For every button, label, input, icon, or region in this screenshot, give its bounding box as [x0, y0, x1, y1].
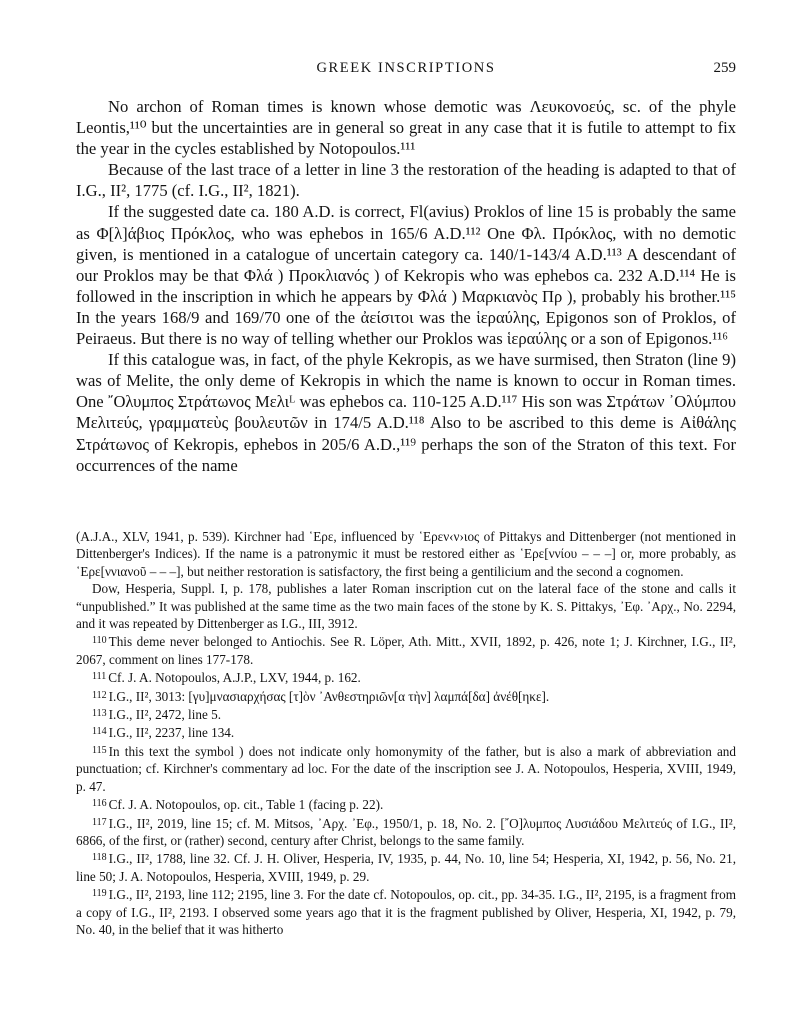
- footnote-text: I.G., II², 2193, line 112; 2195, line 3. For the date cf. Notopoulos, op. cit., pp. 34-35. I.G., II², 2195, is a fragment from a copy of I.G., II², 2193. I observed some years ago that it is the fragment published by Oliver, Hesperia, XI, 1942, p. 79, No. 40, in the belief that it was hitherto: [76, 887, 736, 937]
- footnote-number: 110: [92, 635, 107, 647]
- footnote-112: [76, 687, 736, 705]
- footnote-text: Cf. J. A. Notopoulos, op. cit., Table 1 (facing p. 22).: [108, 797, 384, 813]
- footnote-text: This deme never belonged to Antiochis. See R. Löper, Ath. Mitt., XVII, 1892, p. 426, note 1; J. Kirchner, I.G., II², 2067, comment on lines 177-178.: [76, 634, 736, 667]
- footnote-118: [76, 849, 736, 885]
- footnote-continuation-2: Dow, Hesperia, Suppl. I, p. 178, publishes a later Roman inscription cut on the lateral face of the stone and calls it “unpublished.” It was published at the same time as the two main faces of the stone by K. S. Pittakys, ᾿Εφ. ᾿Αρχ., No. 2294, and it was repeated by Dittenberger as I.G., III, 3912.: [76, 581, 736, 632]
- footnote-114: [76, 723, 736, 741]
- paragraph-2: Because of the last trace of a letter in line 3 the restoration of the heading is adapted to that of I.G., II², 1775 (cf. I.G., II², 1821).: [76, 160, 736, 201]
- footnote-number: 111: [92, 671, 107, 683]
- page-number: 259: [713, 60, 736, 76]
- footnote-number: 112: [92, 689, 107, 701]
- footnote-text: I.G., II², 2019, line 15; cf. M. Mitsos, ᾿Αρχ. ᾿Εφ., 1950/1, p. 18, No. 2. [῎Ο]λυμπος Λυσιάδου Μελιτεύς of I.G., II², 6866, of the first, or (rather) second, century after Christ, belongs to the same family.: [76, 815, 736, 848]
- footnote-text: In this text the symbol ) does not indicate only homonymity of the father, but is also a mark of abbreviation and punctuation; cf. Kirchner's commentary ad loc. For the date of the inscription see J. A. Notopoulos, Hesperia, XVIII, 1949, p. 47.: [76, 743, 736, 794]
- footnote-text: I.G., II², 3013: [γυ]μνασιαρχήσας [τ]ὸν ᾿Ανθεστηριῶν[α τὴν] λαμπά[δα] ἀνέθ[ηκε].: [108, 688, 550, 704]
- footnote-number: 114: [92, 726, 107, 738]
- footnote-number: 118: [92, 852, 107, 864]
- footnote-number: 115: [92, 744, 107, 756]
- footnote-text: I.G., II², 2472, line 5.: [108, 707, 222, 723]
- footnote-113: [76, 705, 736, 723]
- main-text: [76, 96, 736, 476]
- footnote-111: [76, 668, 736, 686]
- footnote-text: I.G., II², 1788, line 32. Cf. J. H. Oliver, Hesperia, IV, 1935, p. 44, No. 10, line 54; Hesperia, XI, 1942, p. 56, No. 21, line 50; J. A. Notopoulos, Hesperia, XVIII, 1949, p. 29.: [76, 851, 736, 884]
- footnote-110: [76, 632, 736, 668]
- footnote-116: [76, 795, 736, 813]
- footnote-number: 117: [92, 816, 107, 828]
- footnote-continuation-1: (A.J.A., XLV, 1941, p. 539). Kirchner had ῾Ερε, influenced by ῾Ερεν‹ν›ιος of Pittakys and Dittenberger (not mentioned in Dittenberger's Indices). If the name is a patronymic it must be restored either as ῾Ερε[ννίου – – –] or, more probably, as ῾Ερε[ννιανοῦ – – –], but neither restoration is satisfactory, the first being a gentilicium and the second a cognomen.: [76, 529, 736, 579]
- paragraph-1: No archon of Roman times is known whose demotic was Λευκονοεύς, sc. of the phyle Leontis,¹¹⁰ but the uncertainties are in general so great in any case that it is futile to attempt to fix the year in the cycles established by Notopoulos.¹¹¹: [76, 97, 736, 159]
- footnotes: [76, 528, 736, 938]
- footnote-number: 113: [92, 708, 107, 720]
- footnote-117: [76, 814, 736, 850]
- footnote-text: I.G., II², 2237, line 134.: [108, 725, 235, 741]
- footnote-number: 116: [92, 798, 107, 810]
- footnote-text: Cf. J. A. Notopoulos, A.J.P., LXV, 1944, p. 162.: [108, 670, 361, 686]
- paragraph-4: If this catalogue was, in fact, of the phyle Kekropis, as we have surmised, then Straton (line 9) was of Melite, the only deme of Kekropis in which the name is known to occur in Roman times. One ῎Ολυμπος Στράτωνος Μελιᴸ was ephebos ca. 110-125 A.D.¹¹⁷ His son was Στράτων ᾿Ολύμπου Μελιτεύς, γραμματεὺς βουλευτῶν in 174/5 A.D.¹¹⁸ Also to be ascribed to this deme is Αἰθάλης Στράτωνος of Kekropis, ephebos in 205/6 A.D.,¹¹⁹ perhaps the son of the Straton of this text. For occurrences of the name: [76, 350, 736, 475]
- running-title: GREEK INSCRIPTIONS: [316, 60, 496, 76]
- footnote-115: [76, 742, 736, 795]
- paragraph-3: If the suggested date ca. 180 A.D. is correct, Fl(avius) Proklos of line 15 is probably the same as Φ[λ]άβιος Πρόκλος, who was ephebos in 165/6 A.D.¹¹² One Φλ. Πρόκλος, with no demotic given, is mentioned in a catalogue of uncertain category ca. 140/1-143/4 A.D.¹¹³ A descendant of our Proklos may be that Φλά ) Προκλιανός ) of Kekropis who was ephebos ca. 232 A.D.¹¹⁴ He is followed in the inscription in which he appears by Φλά ) Μαρκιανὸς Πρ ), probably his brother.¹¹⁵ In the years 168/9 and 169/70 one of the ἀείσιτοι was the ἱεραύλης, Epigonos son of Proklos, of Peiraeus. But there is no way of telling whether our Proklos was ἱεραύλης or a son of Epigonos.¹¹⁶: [76, 202, 736, 349]
- footnote-number: 119: [92, 888, 107, 900]
- running-header: [76, 60, 736, 82]
- footnote-119: [76, 885, 736, 938]
